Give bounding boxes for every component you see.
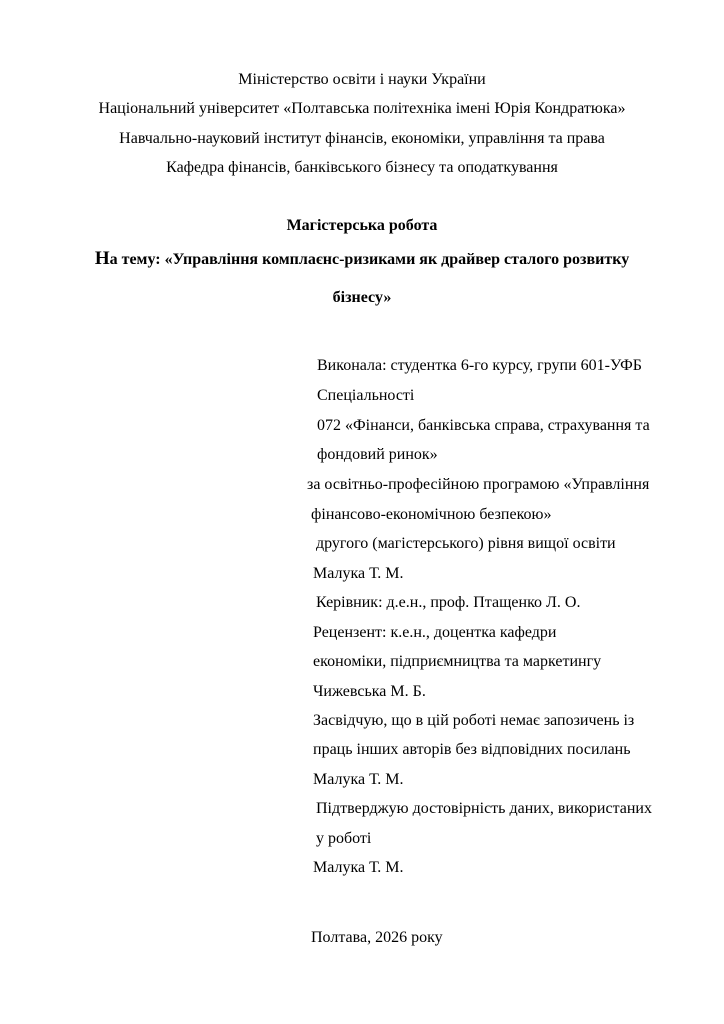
performed-by: Виконала: студентка 6-го курсу, групи 601-УФБ — [317, 357, 642, 374]
city-year: Полтава, 2026 року — [311, 929, 443, 946]
reviewer-line-2: економіки, підприємництва та маркетингу — [313, 653, 602, 670]
certify-name: Малука Т. М. — [313, 771, 404, 788]
certify-line-1: Засвідчую, що в цій роботі немає запозичень із — [313, 712, 635, 729]
program-line-1: за освітньо-професійною програмою «Управління — [307, 476, 650, 493]
department-name: Кафедра фінансів, банківського бізнесу та оподаткування — [166, 159, 558, 176]
work-type-title: Магістерська робота — [286, 217, 438, 234]
supervisor: Керівник: д.е.н., проф. Птащенко Л. О. — [316, 594, 581, 611]
topic-line-1 — [0, 249, 724, 270]
specialty-line-2: фондовий ринок» — [317, 446, 438, 463]
confirm-name: Малука Т. М. — [313, 859, 404, 876]
certify-line-2: праць інших авторів без відповідних посилань — [313, 741, 631, 758]
confirm-line-1: Підтверджую достовірність даних, використаних — [316, 800, 652, 817]
topic-first-letter: Н — [94, 248, 110, 269]
reviewer-line-1: Рецензент: к.е.н., доцентка кафедри — [313, 624, 557, 641]
specialty-line-1: 072 «Фінанси, банківська справа, страхування та — [317, 417, 650, 434]
specialty-label: Спеціальності — [317, 387, 415, 404]
confirm-line-2: у роботі — [316, 830, 372, 847]
student-name: Малука Т. М. — [313, 565, 404, 582]
topic-line-1-text: а тему: «Управління комплаєнс-ризиками як драйвер сталого розвитку — [109, 251, 630, 268]
institute-name: Навчально-науковий інститут фінансів, економіки, управління та права — [119, 130, 605, 147]
program-line-2: фінансово-економічною безпекою» — [311, 506, 552, 523]
topic-line-2: бізнесу» — [332, 289, 392, 306]
university-name: Національний університет «Полтавська політехніка імені Юрія Кондратюка» — [98, 100, 626, 117]
ministry-name: Міністерство освіти і науки України — [238, 71, 486, 88]
education-level: другого (магістерського) рівня вищої освіти — [316, 535, 616, 552]
reviewer-name: Чижевська М. Б. — [313, 683, 426, 700]
